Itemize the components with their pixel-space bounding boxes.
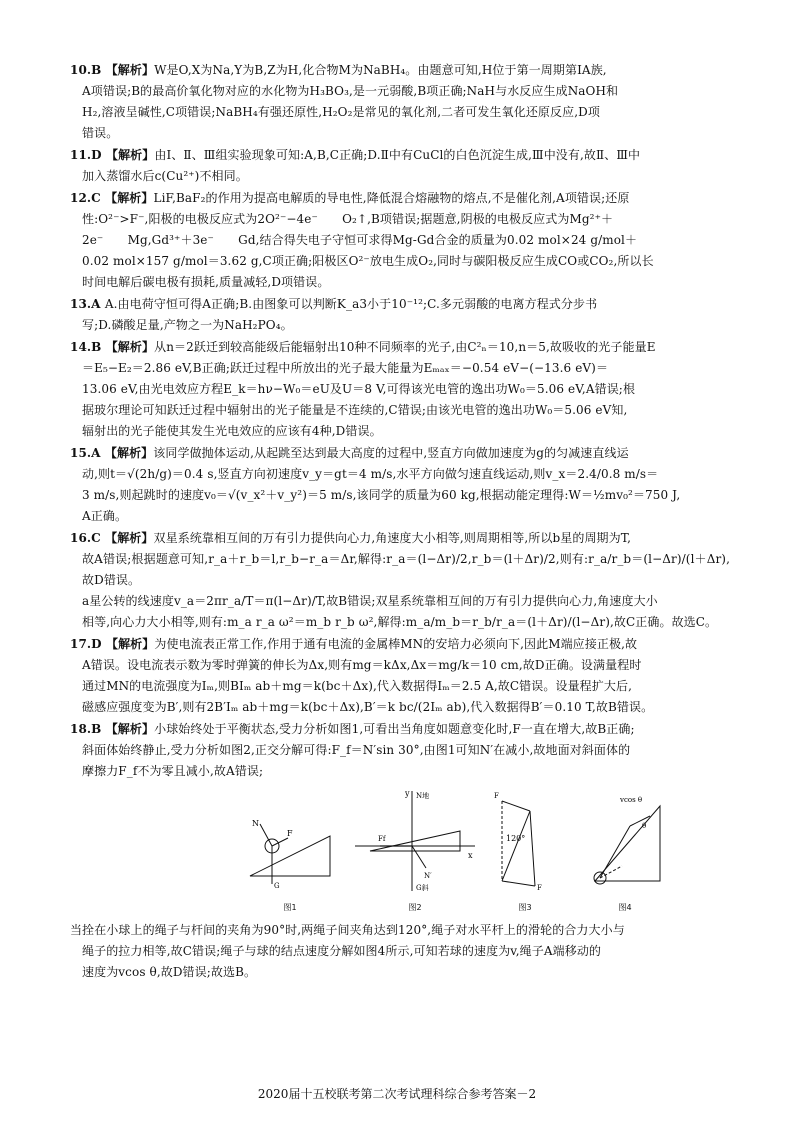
- answer-line: 13.06 eV,由光电效应方程E_k＝hν−W₀＝eU及U＝8 V,可得该光电管的逸出功W₀＝5.06 eV,A错误;根: [82, 382, 636, 396]
- after-line: 当拴在小球上的绳子与杆间的夹角为90°时,两绳子间夹角达到120°,绳子对水平杆上的滑轮的合力大小与: [70, 923, 625, 937]
- answer-line: 10.B 【解析】W是O,X为Na,Y为B,Z为H,化合物M为NaBH₄。由题意可知,H位于第一周期第ⅠA族,: [70, 63, 607, 77]
- answer-line: 相等,向心力大小相等,则有:m_a r_a ω²＝m_b r_b ω²,解得:m_a/m_b＝r_b/r_a＝(l＋Δr)/(l−Δr),故C正确。故选C。: [82, 615, 718, 629]
- answer-line: 写;D.磷酸足量,产物之一为NaH₂PO₄。: [82, 318, 293, 332]
- answer-line: 16.C 【解析】双星系统靠相互间的万有引力提供向心力,角速度大小相等,则周期相等,所以b星的周期为T,: [70, 531, 631, 545]
- figure-1-caption: 图1: [283, 903, 297, 912]
- figure-4: [580, 786, 670, 913]
- answer-line: ＝E₅−E₂＝2.86 eV,B正确;跃迁过程中所放出的光子最大能量为Eₘₐₓ＝−0.54 eV−(−13.6 eV)＝: [82, 361, 609, 375]
- after-line: 速度为vcos θ,故D错误;故选B。: [82, 965, 257, 979]
- answer-line: A正确。: [82, 509, 128, 523]
- answer-line: 14.B 【解析】从n＝2跃迁到较高能级后能辐射出10种不同频率的光子,由C²ₙ＝10,n＝5,故吸收的光子能量E: [70, 340, 656, 354]
- fig3-label-f1: F: [494, 792, 499, 800]
- answer-item: [70, 719, 730, 782]
- analysis-tag: 【解析】: [105, 531, 154, 545]
- figure-3-caption: 图3: [518, 903, 532, 912]
- answer-line: 摩擦力F_f不为零且减小,故A错误;: [82, 764, 264, 778]
- answer-line: 时间电解后碳电极有损耗,质量减轻,D项错误。: [82, 275, 330, 289]
- fig1-label-g: G: [274, 882, 280, 890]
- after-line: 绳子的拉力相等,故C错误;绳子与球的结点速度分解如图4所示,可知若球的速度为v,绳子A端移动的: [82, 944, 602, 958]
- figure-2-diagram: [350, 786, 480, 898]
- figure-1-diagram: [240, 786, 340, 898]
- answer-line: A错误。设电流表示数为零时弹簧的伸长为Δx,则有mg＝kΔx,Δx＝mg/k＝10 cm,故D正确。设满量程时: [82, 658, 642, 672]
- fig3-label-angle: 120°: [506, 834, 526, 843]
- answer-line: 通过MN的电流强度为Iₘ,则BIₘ ab＋mg＝k(bc＋Δx),代入数据得Iₘ＝2.5 A,故C错误。设量程扩大后,: [82, 679, 632, 693]
- answer-line: 11.D 【解析】由Ⅰ、Ⅱ、Ⅲ组实验现象可知:A,B,C正确;D.Ⅱ中有CuCl的白色沉淀生成,Ⅲ中没有,故Ⅱ、Ⅲ中: [70, 148, 641, 162]
- fig2-label-n: N地: [416, 792, 430, 800]
- answer-item: [70, 294, 730, 336]
- answer-number: 11.D: [70, 148, 106, 162]
- answer-line: 13.A A.由电荷守恒可得A正确;B.由图象可以判断K_a3小于10⁻¹²;C.多元弱酸的电离方程式分步书: [70, 297, 598, 311]
- answer-line: 据玻尔理论可知跃迁过程中辐射出的光子能量是不连续的,C错误;由该光电管的逸出功W₀＝5.06 eV知,: [82, 403, 628, 417]
- fig2-label-x: x: [468, 851, 473, 860]
- answer-number: 10.B: [70, 63, 106, 77]
- after-figures-text: [70, 920, 730, 983]
- answer-line: 错误。: [82, 126, 119, 140]
- fig1-label-f: F: [287, 829, 293, 838]
- figure-2-caption: 图2: [408, 903, 422, 912]
- analysis-tag: 【解析】: [105, 148, 155, 162]
- figure-1: [240, 786, 340, 913]
- answer-line: 0.02 mol×157 g/mol＝3.62 g,C项正确;阳极区O²⁻放电生成O₂,同时与碳阳极反应生成CO或CO₂,所以长: [82, 254, 654, 268]
- figure-row: [70, 786, 730, 916]
- answer-number: 13.A: [70, 297, 105, 311]
- answer-line: 15.A 【解析】该同学做抛体运动,从起跳至达到最大高度的过程中,竖直方向做加速度为g的匀减速直线运: [70, 446, 629, 460]
- answer-line: 动,则t＝√(2h/g)＝0.4 s,竖直方向初速度v_y＝gt＝4 m/s,水平方向做匀速直线运动,则v_x＝2.4/0.8 m/s＝: [82, 467, 659, 481]
- answer-line: 3 m/s,则起跳时的速度v₀＝√(v_x²＋v_y²)＝5 m/s,该同学的质量为60 kg,根据动能定理得:W＝½mv₀²＝750 J,: [82, 488, 681, 502]
- answer-item: [70, 443, 730, 527]
- answer-line: 斜面体始终静止,受力分析如图2,正交分解可得:F_f＝N′sin 30°,由图1可知N′在减小,故地面对斜面体的: [82, 743, 631, 757]
- fig2-label-g: G斜: [416, 884, 429, 892]
- fig1-label-n: N: [252, 819, 259, 828]
- fig2-label-np: N′: [424, 872, 432, 880]
- answer-item: [70, 60, 730, 144]
- analysis-tag: 【解析】: [105, 637, 155, 651]
- answer-line: 2e⁻ Mg,Gd³⁺＋3e⁻ Gd,结合得失电子守恒可求得Mg-Gd合金的质量为0.02 mol×24 g/mol＋: [82, 233, 638, 247]
- analysis-tag: 【解析】: [105, 722, 155, 736]
- figure-3-diagram: [490, 786, 560, 898]
- answer-line: 17.D 【解析】为使电流表正常工作,作用于通有电流的金属棒MN的安培力必须向下,因此M端应接正极,故: [70, 637, 638, 651]
- answer-number: 18.B: [70, 722, 106, 736]
- answer-item: [70, 528, 730, 633]
- figure-4-caption: 图4: [618, 903, 632, 912]
- fig4-label-theta: θ: [642, 822, 647, 830]
- answer-number: 16.C: [70, 531, 106, 545]
- analysis-tag: 【解析】: [104, 446, 154, 460]
- answer-line: 12.C 【解析】LiF,BaF₂的作用为提高电解质的导电性,降低混合熔融物的熔点,不是催化剂,A项错误;还原: [70, 191, 630, 205]
- answer-list: [70, 60, 730, 782]
- answer-line: A项错误;B的最高价氧化物对应的水化物为H₃BO₃,是一元弱酸,B项正确;NaH与水反应生成NaOH和: [82, 84, 619, 98]
- answer-line: 加入蒸馏水后c(Cu²⁺)不相同。: [82, 169, 248, 183]
- answer-line: 磁感应强度变为B′,则有2B′Iₘ ab＋mg＝k(bc＋Δx),B′＝k bc/(2Iₘ ab),代入数据得B′＝0.10 T,故B错误。: [82, 700, 654, 714]
- answer-line: 故A错误;根据题意可知,r_a＋r_b＝l,r_b−r_a＝Δr,解得:r_a＝(l−Δr)/2,r_b＝(l＋Δr)/2,则有:r_a/r_b＝(l−Δr)/(l＋Δr),故D错误。: [82, 552, 730, 587]
- fig3-label-f2: F: [537, 884, 542, 892]
- fig4-label-vcos: vcos θ: [620, 796, 643, 804]
- answer-number: 14.B: [70, 340, 106, 354]
- answer-line: H₂,溶液呈碱性,C项错误;NaBH₄有强还原性,H₂O₂是常见的氧化剂,二者可发生氧化还原反应,D项: [82, 105, 600, 119]
- figure-3: [490, 786, 560, 913]
- answer-item: [70, 145, 730, 187]
- analysis-tag: 【解析】: [105, 340, 155, 354]
- fig2-label-ff: Ff: [378, 835, 386, 843]
- answer-item: [70, 634, 730, 718]
- analysis-tag: 【解析】: [105, 63, 155, 77]
- analysis-tag: 【解析】: [105, 191, 154, 205]
- figure-2: [350, 786, 480, 913]
- answer-item: [70, 188, 730, 293]
- answer-number: 12.C: [70, 191, 106, 205]
- fig2-label-y: y: [405, 789, 410, 798]
- answer-page: [70, 60, 730, 984]
- answer-number: 15.A: [70, 446, 105, 460]
- answer-item: [70, 337, 730, 442]
- answer-line: 性:O²⁻>F⁻,阳极的电极反应式为2O²⁻−4e⁻ O₂↑,B项错误;据题意,阴极的电极反应式为Mg²⁺＋: [82, 212, 614, 226]
- figure-4-diagram: [580, 786, 670, 898]
- answer-number: 17.D: [70, 637, 106, 651]
- answer-line: 18.B 【解析】小球始终处于平衡状态,受力分析如图1,可看出当角度如题意变化时,F一直在增大,故B正确;: [70, 722, 635, 736]
- answer-line: a星公转的线速度v_a＝2πr_a/T＝π(l−Δr)/T,故B错误;双星系统靠相互间的万有引力提供向心力,角速度大小: [82, 594, 658, 608]
- answer-line: 辐射出的光子能使其发生光电效应的应该有4种,D错误。: [82, 424, 382, 438]
- page-footer: 2020届十五校联考第二次考试理科综合参考答案－2: [257, 1087, 537, 1101]
